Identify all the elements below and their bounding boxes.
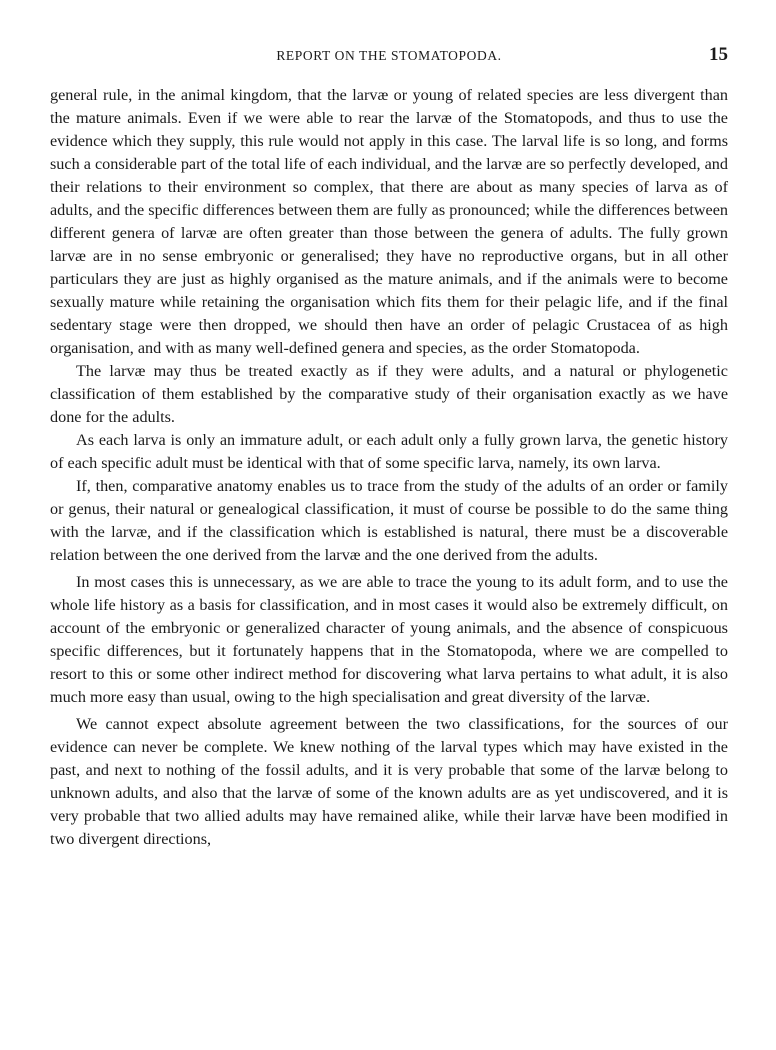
book-page bbox=[50, 42, 728, 851]
running-header bbox=[50, 42, 728, 68]
running-title: REPORT ON THE STOMATOPODA. bbox=[276, 48, 502, 63]
paragraph: In most cases this is unnecessary, as we are able to trace the young to its adult form, and to use the whole life history as a basis for classification, and in most cases it would also be extremely difficult, on account of the embryonic or generalized character of young animals, and the absence of conspicuous specific differences, but it fortunately happens that in the Stomatopoda, where we are compelled to resort to this or some other indirect method for discovering what larva pertains to what adult, it is also much more easy than usual, owing to the high specialisation and great diversity of the larvæ. bbox=[50, 573, 728, 706]
body-text bbox=[50, 84, 728, 851]
paragraph: If, then, comparative anatomy enables us to trace from the study of the adults of an order or family or genus, their natural or genealogical classification, it must of course be possible to do the same thing with the larvæ, and if the classification which is established is natural, there must be a discoverable relation between the one derived from the larvæ and the one derived from the adults. bbox=[50, 477, 728, 564]
paragraph-continued: general rule, in the animal kingdom, that the larvæ or young of related species are less divergent than the mature animals. Even if we were able to rear the larvæ of the Stomatopods, and thus to use the evidence which they supply, this rule would not apply in this case. The larval life is so long, and forms such a considerable part of the total life of each individual, and the larvæ are so perfectly developed, and their relations to their environment so complex, that there are about as many species of larva as of adults, and the specific differences between them are fully as pronounced; while the differences between different genera of larvæ are often greater than those between the genera of adults. The fully grown larvæ are in no sense embryonic or generalised; they have no reproductive organs, but in all other particulars they are just as highly organised as the mature animals, and if the animals were to become sexually mature while retaining the organisation which fits them for their pelagic life, and if the final sedentary stage were then dropped, we should then have an order of pelagic Crustacea of as high organisation, and with as many well-defined genera and species, as the order Stomatopoda. bbox=[50, 86, 728, 357]
paragraph: As each larva is only an immature adult, or each adult only a fully grown larva, the genetic history of each specific adult must be identical with that of some specific larva, namely, its own larva. bbox=[50, 431, 728, 472]
paragraph: We cannot expect absolute agreement between the two classifications, for the sources of our evidence can never be complete. We knew nothing of the larval types which may have existed in the past, and next to nothing of the fossil adults, and it is very probable that some of the larvæ belong to unknown adults, and also that the larvæ of some of the known adults are as yet undiscovered, and it is very probable that two allied adults may have remained alike, while their larvæ have been modified in two divergent directions, bbox=[50, 715, 728, 848]
paragraph: The larvæ may thus be treated exactly as if they were adults, and a natural or phylogenetic classification of them established by the comparative study of their organisation exactly as we have done for the adults. bbox=[50, 362, 728, 426]
page-number: 15 bbox=[709, 44, 728, 65]
